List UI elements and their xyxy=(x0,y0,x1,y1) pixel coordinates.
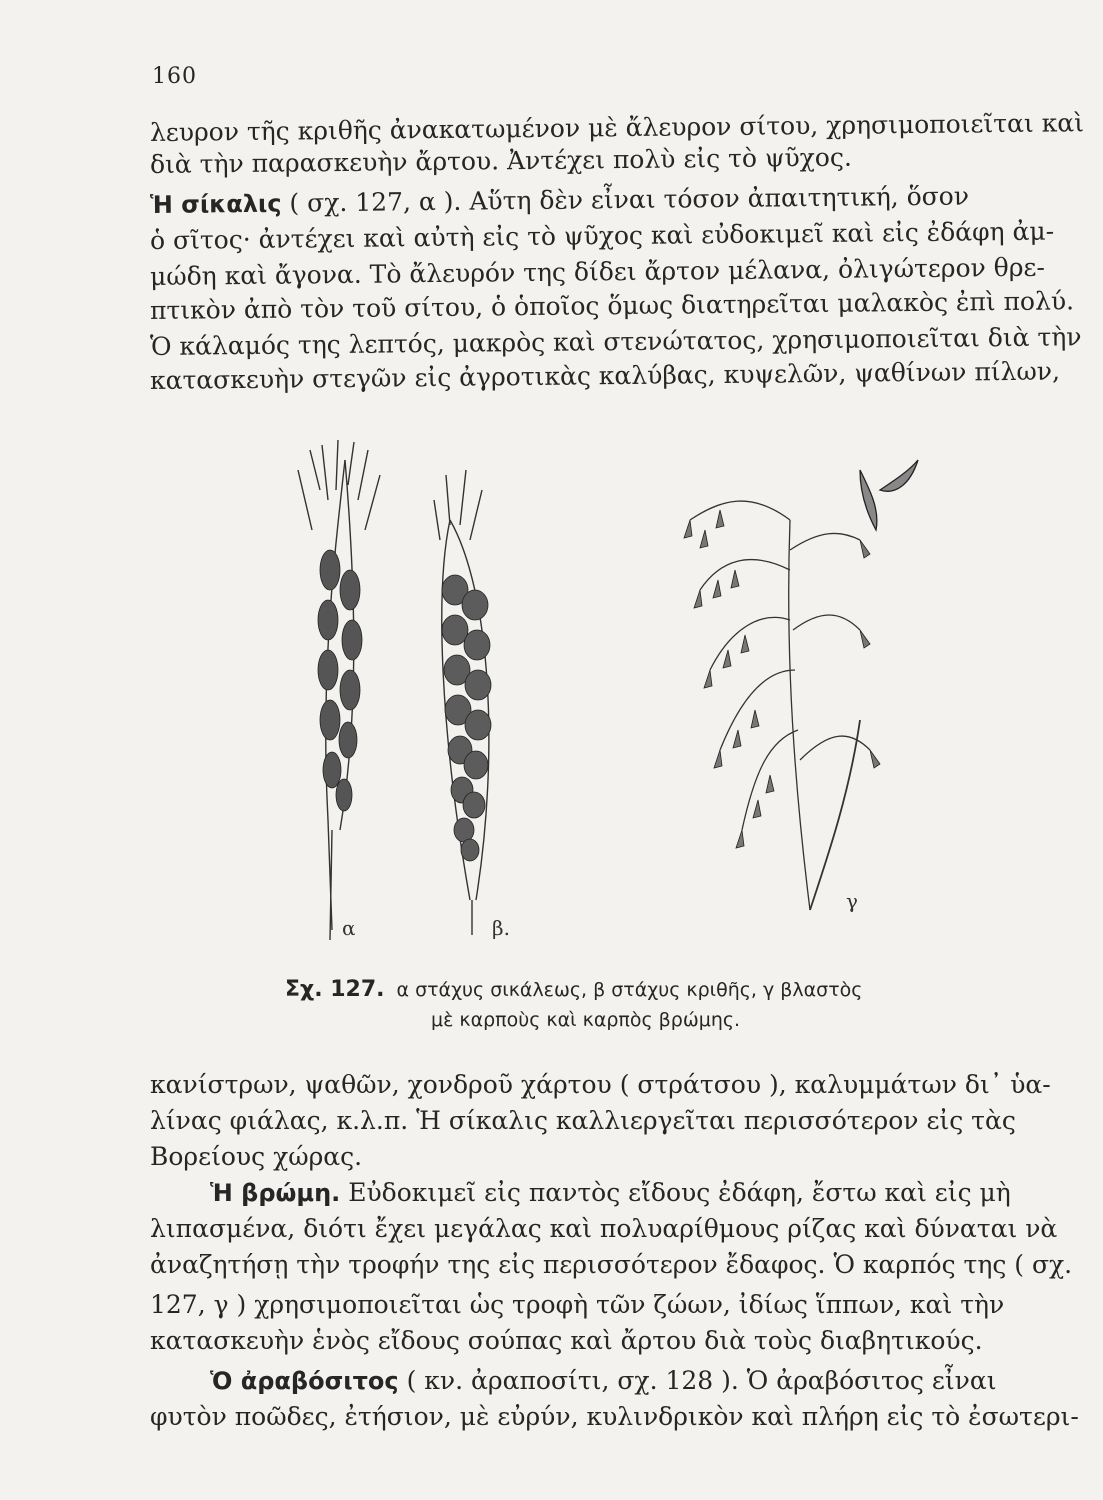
paragraph-sikalis-first-line xyxy=(150,181,1050,220)
text-line: κανίστρων, ψαθῶν, χονδροῦ χάρτου ( στράτσου ), καλυμμάτων δι᾽ ὑα- xyxy=(150,1070,1051,1099)
text-line: 127, γ ) χρησιμοποιεῖται ὡς τροφὴ τῶν ζώων, ἰδίως ἵππων, καὶ τὴν xyxy=(150,1290,1005,1319)
text-line: λιπασμένα, διότι ἔχει μεγάλας καὶ πολυαρίθμους ρίζας καὶ δύναται νὰ xyxy=(150,1214,1058,1243)
figure-label-a: α xyxy=(342,916,356,940)
caption-line-1: α στάχυς σικάλεως, β στάχυς κριθῆς, γ βλαστὸς xyxy=(396,979,863,1001)
figure-caption xyxy=(285,975,985,1035)
text-line: ἀναζητήσῃ τὴν τροφήν της εἰς περισσότερον ἔδαφος. Ὁ καρπός της ( σχ. xyxy=(150,1250,1073,1279)
text-line: λευρον τῆς κριθῆς ἀνακατωμένον μὲ ἄλευρον σίτου, χρησιμοποιεῖται καὶ xyxy=(149,108,1085,147)
oat-plant-drawing xyxy=(684,460,918,910)
text-span: ( κν. ἀραποσίτι, σχ. 128 ). Ὁ ἀραβόσιτος εἶναι xyxy=(398,1366,997,1395)
text-span: ( σχ. 127, α ). Αὕτη δὲν εἶναι τόσον ἀπαιτητική, ὅσον xyxy=(281,181,970,218)
text-line: Βορείους χώρας. xyxy=(150,1142,363,1171)
rye-spike-drawing xyxy=(298,440,380,940)
caption-line-2: μὲ καρποὺς καὶ καρπὸς βρώμης. xyxy=(431,1009,741,1031)
paragraph-vromi-first-line xyxy=(210,1178,1050,1208)
page-number: 160 xyxy=(152,64,197,89)
figure-127 xyxy=(250,430,970,950)
text-line: λίνας φιάλας, κ.λ.π. Ἡ σίκαλις καλλιεργεῖται περισσότερον εἰς τὰς xyxy=(150,1106,1016,1135)
text-line: κατασκευὴν ἑνὸς εἴδους σούπας καὶ ἄρτου διὰ τοὺς διαβητικούς. xyxy=(150,1326,983,1355)
text-line: πτικὸν ἀπὸ τὸν τοῦ σίτου, ὁ ὁποῖος ὅμως διατηρεῖται μαλακὸς ἐπὶ πολύ. xyxy=(149,286,1075,325)
figure-label-c: γ xyxy=(846,889,858,913)
paragraph-aravositos-first-line xyxy=(210,1366,1050,1396)
text-span: Εὐδοκιμεῖ εἰς παντὸς εἴδους ἐδάφη, ἔστω καὶ εἰς μὴ xyxy=(340,1178,1011,1207)
text-line: διὰ τὴν παρασκευὴν ἄρτου. Ἀντέχει πολὺ εἰς τὸ ψῦχος. xyxy=(149,142,852,179)
heading-aravositos: Ὁ ἀραβόσιτος xyxy=(210,1367,399,1395)
text-line: μώδη καὶ ἄγονα. Τὸ ἄλευρόν της δίδει ἄρτον μέλανα, ὀλιγώτερον θρε- xyxy=(149,252,1045,291)
heading-sikalis: Ἡ σίκαλις xyxy=(149,189,282,219)
heading-vromi: Ἡ βρώμη. xyxy=(210,1179,341,1207)
barley-spike-drawing xyxy=(434,470,491,935)
text-line: Ὁ κάλαμός της λεπτός, μακρὸς καὶ στενώτατος, χρησιμοποιεῖται διὰ τὴν xyxy=(149,322,1082,361)
text-line: ὁ σῖτος· ἀντέχει καὶ αὐτὴ εἰς τὸ ψῦχος καὶ εὐδοκιμεῖ καὶ εἰς ἐδάφη ἀμ- xyxy=(149,216,1055,255)
text-line: κατασκευὴν στεγῶν εἰς ἀγροτικὰς καλύβας, κυψελῶν, ψαθίνων πίλων, xyxy=(149,356,1061,395)
text-line: φυτὸν ποῶδες, ἐτήσιον, μὲ εὐρύν, κυλινδρικὸν καὶ πλήρη εἰς τὸ ἐσωτερι- xyxy=(150,1402,1079,1431)
oat-grain-detail xyxy=(860,460,918,530)
figure-label-b: β. xyxy=(492,916,510,940)
caption-label: Σχ. 127. xyxy=(285,977,385,1002)
figure-illustration xyxy=(250,430,970,950)
